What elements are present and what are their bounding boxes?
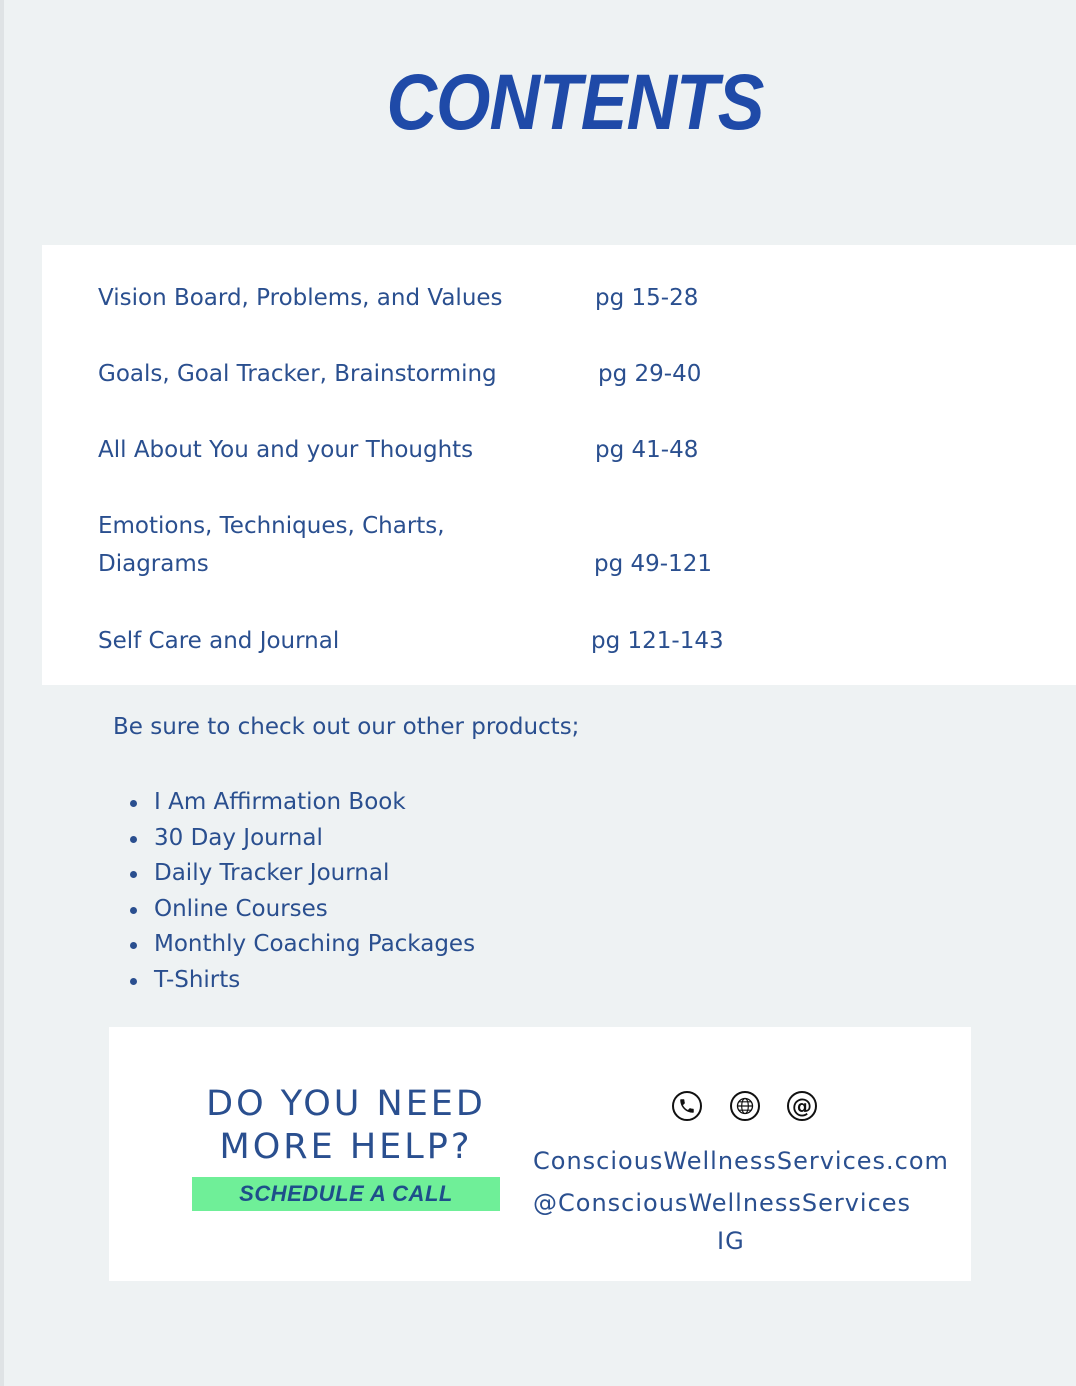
toc-label: Self Care and Journal: [98, 628, 340, 654]
bullet-icon: [130, 942, 137, 949]
globe-icon[interactable]: [730, 1091, 760, 1121]
help-heading: [191, 1083, 501, 1169]
website-link[interactable]: ConsciousWellnessServices.com: [533, 1147, 949, 1175]
help-heading-line: MORE HELP?: [219, 1127, 473, 1167]
list-item: [130, 963, 475, 999]
toc-label: Goals, Goal Tracker, Brainstorming: [98, 361, 497, 387]
product-name: Online Courses: [154, 895, 328, 922]
product-name: T-Shirts: [154, 966, 241, 993]
email-icon[interactable]: @: [787, 1091, 817, 1121]
bullet-icon: [130, 836, 137, 843]
toc-page-range: pg 29-40: [598, 361, 702, 387]
toc-label: Vision Board, Problems, and Values: [98, 285, 503, 311]
instagram-handle[interactable]: @ConsciousWellnessServices: [533, 1189, 912, 1217]
list-item: [130, 856, 475, 892]
toc-label: Emotions, Techniques, Charts,: [98, 513, 445, 539]
products-list: [130, 785, 475, 999]
toc-label-continued: Diagrams: [98, 551, 209, 577]
table-of-contents: [42, 245, 1076, 685]
list-item: [130, 785, 475, 821]
product-name: I Am Affirmation Book: [154, 789, 406, 815]
toc-label: All About You and your Thoughts: [98, 437, 474, 463]
products-intro: Be sure to check out our other products;: [113, 714, 580, 740]
bullet-icon: [130, 907, 137, 914]
bullet-icon: [130, 978, 137, 985]
toc-page-range: pg 15-28: [595, 285, 699, 311]
help-heading-line: DO YOU NEED: [206, 1084, 486, 1124]
bullet-icon: [130, 800, 137, 807]
schedule-call-button[interactable]: SCHEDULE A CALL: [192, 1177, 500, 1211]
phone-icon[interactable]: [672, 1091, 702, 1121]
list-item: [130, 892, 475, 928]
toc-page-range: pg 121-143: [591, 628, 724, 654]
toc-page-range: pg 49-121: [594, 551, 712, 577]
toc-page-range: pg 41-48: [595, 437, 699, 463]
help-card: [109, 1027, 971, 1281]
list-item: [130, 821, 475, 857]
bullet-icon: [130, 871, 137, 878]
page-title: CONTENTS: [386, 58, 764, 146]
page-edge: [0, 0, 4, 1386]
instagram-label: IG: [717, 1227, 745, 1255]
product-name: Monthly Coaching Packages: [154, 931, 476, 958]
list-item: [130, 927, 475, 963]
product-name: 30 Day Journal: [154, 824, 323, 851]
product-name: Daily Tracker Journal: [154, 860, 390, 887]
